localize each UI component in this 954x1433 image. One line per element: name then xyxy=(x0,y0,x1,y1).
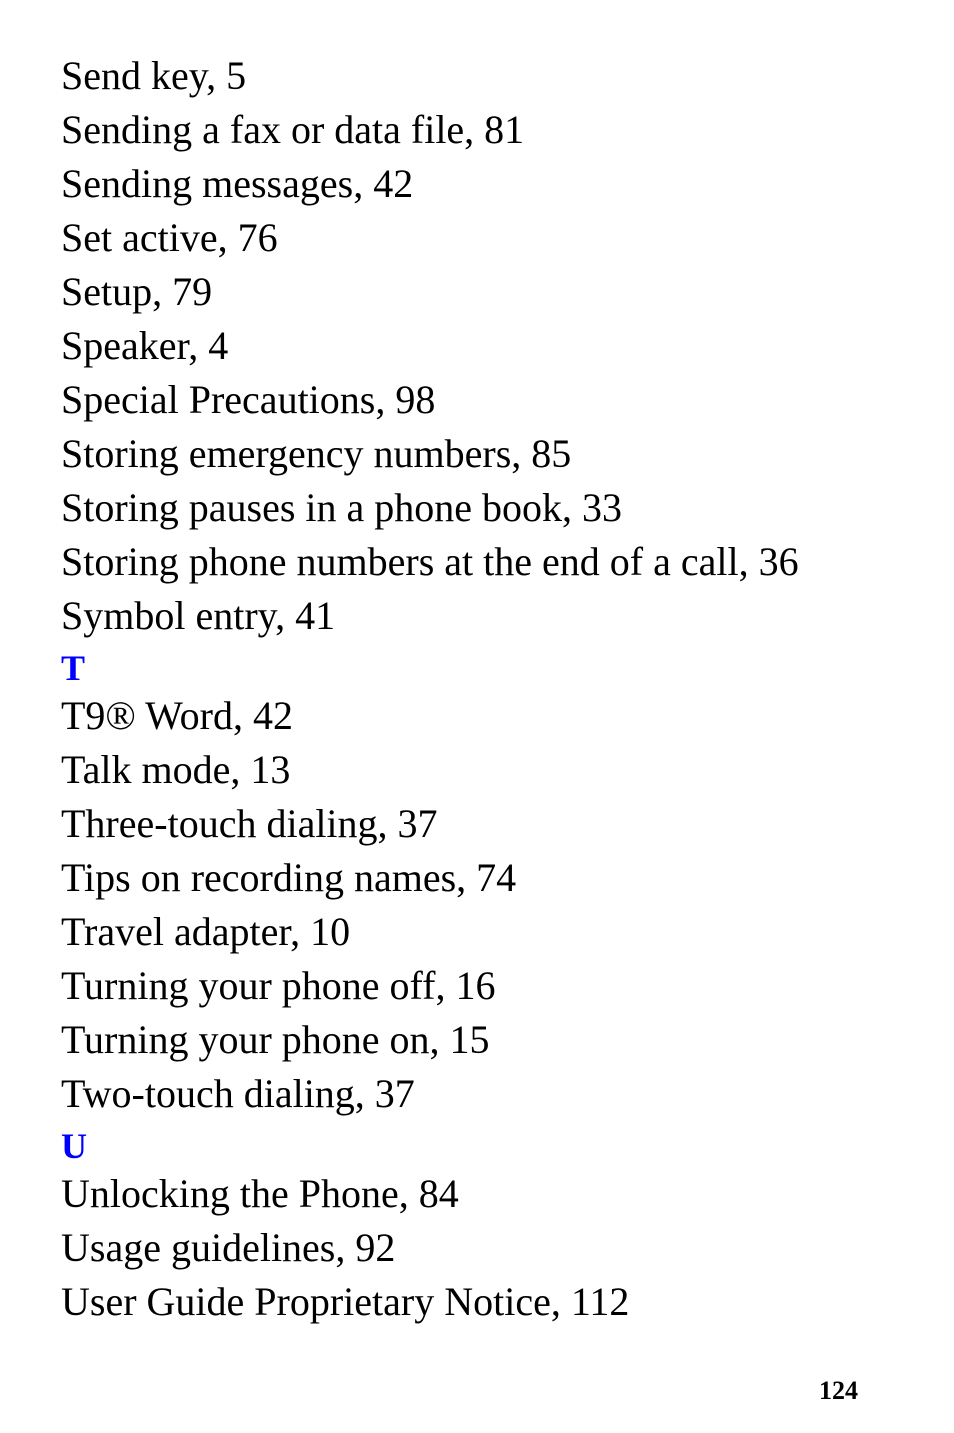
index-entry: Two-touch dialing, 37 xyxy=(61,1071,415,1116)
index-entry: User Guide Proprietary Notice, 112 xyxy=(61,1279,630,1324)
index-entry: T9® Word, 42 xyxy=(61,693,293,738)
index-entry: Storing phone numbers at the end of a call, 36 xyxy=(61,539,799,584)
index-entry: Sending a fax or data file, 81 xyxy=(61,107,525,152)
index-letter-heading-u: U xyxy=(61,1126,87,1166)
index-entry: Storing pauses in a phone book, 33 xyxy=(61,485,623,530)
index-entry: Setup, 79 xyxy=(61,269,213,314)
index-entry: Symbol entry, 41 xyxy=(61,593,336,638)
index-entry: Turning your phone off, 16 xyxy=(61,963,496,1008)
index-entry: Sending messages, 42 xyxy=(61,161,414,206)
index-entry: Special Precautions, 98 xyxy=(61,377,436,422)
index-entry: Set active, 76 xyxy=(61,215,278,260)
index-entry: Storing emergency numbers, 85 xyxy=(61,431,572,476)
index-column xyxy=(61,49,921,1329)
index-entry: Travel adapter, 10 xyxy=(61,909,351,954)
index-entry: Send key, 5 xyxy=(61,53,247,98)
index-entry: Usage guidelines, 92 xyxy=(61,1225,396,1270)
index-entry: Tips on recording names, 74 xyxy=(61,855,517,900)
index-entry: Speaker, 4 xyxy=(61,323,229,368)
index-letter-heading-t: T xyxy=(61,648,86,688)
index-entry: Talk mode, 13 xyxy=(61,747,291,792)
page-number: 124 xyxy=(819,1376,858,1405)
index-entry: Turning your phone on, 15 xyxy=(61,1017,490,1062)
index-entry: Three-touch dialing, 37 xyxy=(61,801,438,846)
index-entry: Unlocking the Phone, 84 xyxy=(61,1171,459,1216)
